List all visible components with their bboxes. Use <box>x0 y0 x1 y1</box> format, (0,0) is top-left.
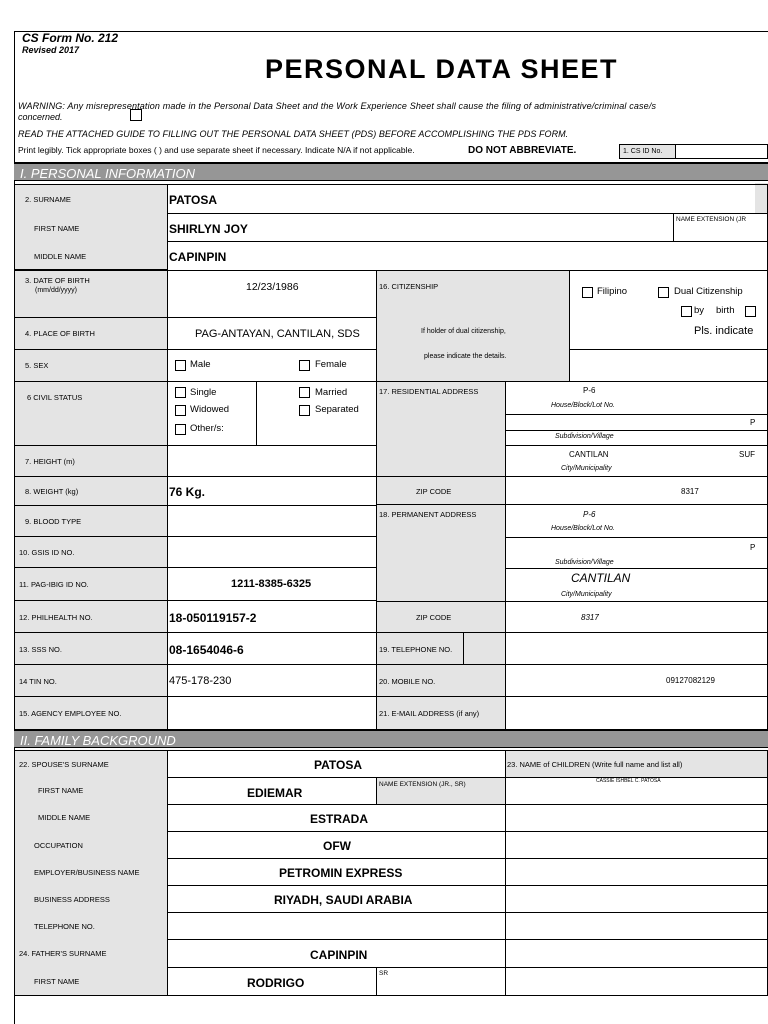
res-line-3 <box>505 445 768 446</box>
spouse-surname-field[interactable] <box>167 750 506 778</box>
mobile-label: 20. MOBILE NO. <box>379 677 436 686</box>
res-city-caption: City/Municipality <box>561 465 612 472</box>
by-birth-checkbox[interactable] <box>681 306 692 317</box>
children-label: 23. NAME of CHILDREN (Write full name and list all) <box>507 760 683 769</box>
child-1-name: CASSIE ISHBEL C. PATOSA <box>596 778 661 784</box>
weight-label: 8. WEIGHT (kg) <box>25 487 79 496</box>
philhealth-value: 18-050119157-2 <box>169 611 257 625</box>
permanent-address-label: 18. PERMANENT ADDRESS <box>379 510 477 519</box>
gsis-field[interactable] <box>167 536 377 568</box>
child-row-6[interactable] <box>505 912 768 940</box>
section-family-background-title: II. FAMILY BACKGROUND <box>20 733 176 748</box>
middle-name-value: CAPINPIN <box>169 250 227 264</box>
mobile-label-cell <box>376 664 506 697</box>
telephone-field[interactable] <box>505 632 768 665</box>
name-extension-field[interactable] <box>673 213 768 242</box>
child-row-8[interactable] <box>505 967 768 996</box>
philhealth-field[interactable] <box>167 600 377 633</box>
dual-note-1: If holder of dual citizenship, <box>421 328 506 335</box>
pagibig-label: 11. PAG-IBIG ID NO. <box>19 580 89 589</box>
female-label: Female <box>315 359 347 370</box>
do-not-abbreviate: DO NOT ABBREVIATE. <box>468 145 577 156</box>
tin-label: 14 TIN NO. <box>19 677 57 686</box>
pls-indicate-label: Pls. indicate <box>694 325 754 337</box>
res-line-1 <box>505 414 768 415</box>
pagibig-label-cell <box>14 567 168 601</box>
top-border <box>14 31 768 32</box>
birth-label: birth <box>716 305 735 316</box>
separated-checkbox[interactable] <box>299 405 310 416</box>
weight-label-cell <box>14 476 168 506</box>
dual-note-2: please indicate the details. <box>424 353 507 360</box>
perm-street-value: P <box>750 543 756 552</box>
employer-field[interactable] <box>167 858 506 886</box>
filipino-checkbox[interactable] <box>582 287 593 298</box>
spouse-middle-name-value: ESTRADA <box>310 812 369 826</box>
sss-label-cell <box>14 632 168 665</box>
gsis-label: 10. GSIS ID NO. <box>19 548 75 557</box>
agency-label-cell <box>14 696 168 730</box>
dual-citizenship-label: Dual Citizenship <box>674 286 743 297</box>
male-checkbox[interactable] <box>175 360 186 371</box>
philhealth-label-cell <box>14 600 168 633</box>
dual-citizenship-details-field[interactable] <box>569 349 768 382</box>
perm-city-value: CANTILAN <box>571 571 631 585</box>
gsis-label-cell <box>14 536 168 568</box>
res-province-value: SUF <box>739 450 755 459</box>
by-naturalization-checkbox[interactable] <box>745 306 756 317</box>
spouse-surname-label: 22. SPOUSE'S SURNAME <box>19 760 109 769</box>
surname-field[interactable] <box>167 184 768 214</box>
philhealth-label: 12. PHILHEALTH NO. <box>19 613 93 622</box>
res-house-value: P-6 <box>583 386 596 395</box>
father-first-name-label: FIRST NAME <box>34 977 80 986</box>
warning-checkbox[interactable] <box>130 109 142 121</box>
blood-type-field[interactable] <box>167 505 377 537</box>
res-house-caption: House/Block/Lot No. <box>551 402 615 409</box>
sss-field[interactable] <box>167 632 377 665</box>
civil-status-mask <box>168 381 258 382</box>
agency-label: 15. AGENCY EMPLOYEE NO. <box>19 709 122 718</box>
citizenship-label: 16. CITIZENSHIP <box>379 282 439 291</box>
tin-field[interactable] <box>167 664 377 697</box>
cs-id-label-cell <box>619 144 676 159</box>
civil-status-label-cell <box>14 381 168 446</box>
res-zip-value: 8317 <box>681 487 699 496</box>
father-surname-label: 24. FATHER'S SURNAME <box>19 949 107 958</box>
mobile-field[interactable] <box>505 664 768 697</box>
female-checkbox[interactable] <box>299 360 310 371</box>
spouse-middle-name-field[interactable] <box>167 804 506 832</box>
by-label: by <box>694 305 705 316</box>
dob-format-label: (mm/dd/yyyy) <box>35 287 77 294</box>
tin-value: 475-178-230 <box>169 675 232 687</box>
male-label: Male <box>190 359 211 370</box>
citizenship-label-cell <box>376 270 570 382</box>
widowed-checkbox[interactable] <box>175 405 186 416</box>
cs-id-field[interactable] <box>675 144 768 159</box>
child-row-4[interactable] <box>505 858 768 886</box>
telephone-divider <box>463 632 464 665</box>
father-surname-field[interactable] <box>167 939 506 968</box>
child-row-5[interactable] <box>505 885 768 913</box>
surname-value: PATOSA <box>169 193 218 207</box>
res-line-4 <box>505 476 768 477</box>
pob-label-cell <box>14 317 168 350</box>
spouse-name-ext-field[interactable] <box>376 777 506 805</box>
sex-label-cell <box>14 349 168 382</box>
business-address-value: RIYADH, SAUDI ARABIA <box>274 893 413 907</box>
perm-line-3 <box>505 601 768 602</box>
citizenship-field <box>569 270 768 350</box>
first-name-label: FIRST NAME <box>34 224 80 233</box>
perm-house-value: P-6 <box>583 510 596 519</box>
sex-label: 5. SEX <box>25 361 49 370</box>
father-surname-value: CAPINPIN <box>310 948 368 962</box>
children-label-cell <box>505 750 768 778</box>
pob-field[interactable] <box>167 317 377 350</box>
dob-value: 12/23/1986 <box>246 281 299 293</box>
mobile-value: 09127082129 <box>666 676 715 685</box>
others-checkbox[interactable] <box>175 424 186 435</box>
agency-field[interactable] <box>167 696 377 730</box>
section-family-background-header <box>14 729 768 748</box>
single-checkbox[interactable] <box>175 387 186 398</box>
business-address-field[interactable] <box>167 885 506 913</box>
father-name-ext-field[interactable] <box>376 967 506 996</box>
perm-line-2 <box>505 568 768 569</box>
permanent-address-label-cell <box>376 504 506 633</box>
father-first-name-value: RODRIGO <box>247 976 305 990</box>
residential-address-label-cell <box>376 381 506 505</box>
section-personal-info-header <box>14 162 768 181</box>
father-name-ext-value: SR <box>379 970 389 977</box>
read-guide-note: READ THE ATTACHED GUIDE TO FILLING OUT THE PERSONAL DATA SHEET (PDS) BEFORE ACCOMPLISHING THE PDS FORM. <box>18 129 569 139</box>
spouse-first-name-value: EDIEMAR <box>247 786 303 800</box>
perm-line-1 <box>505 537 768 538</box>
res-street-value: P <box>750 418 756 427</box>
section-personal-info-title: I. PERSONAL INFORMATION <box>20 166 196 181</box>
pob-value: PAG-ANTAYAN, CANTILAN, SDS <box>195 328 360 340</box>
child-row-2[interactable] <box>505 804 768 832</box>
email-field[interactable] <box>505 696 768 730</box>
weight-value: 76 Kg. <box>169 485 206 499</box>
spouse-first-name-field[interactable] <box>167 777 377 805</box>
occupation-field[interactable] <box>167 831 506 859</box>
spouse-telephone-label: TELEPHONE NO. <box>34 922 95 931</box>
cs-id-label: 1. CS ID No. <box>623 148 663 155</box>
occupation-label: OCCUPATION <box>34 841 83 850</box>
perm-subd-caption: Subdivision/Village <box>555 559 614 566</box>
revised-date: Revised 2017 <box>22 45 80 55</box>
sss-label: 13. SSS NO. <box>19 645 62 654</box>
height-label: 7. HEIGHT (m) <box>25 457 75 466</box>
form-number: CS Form No. 212 <box>22 31 119 45</box>
civil-status-divider <box>256 382 257 445</box>
spouse-first-name-label: FIRST NAME <box>38 786 84 795</box>
pagibig-field[interactable] <box>167 567 377 601</box>
sss-value: 08-1654046-6 <box>169 643 244 657</box>
first-name-value: SHIRLYN JOY <box>169 222 248 236</box>
residential-address-field[interactable] <box>505 381 768 505</box>
single-label: Single <box>190 387 217 398</box>
employer-value: PETROMIN EXPRESS <box>279 866 403 880</box>
warning-text: WARNING: Any misrepresentation made in the Personal Data Sheet and the Work Experience Sheet shall cause the filing of administrative/criminal case/s <box>18 101 657 111</box>
weight-field[interactable] <box>167 476 377 506</box>
separated-label: Separated <box>315 404 359 415</box>
sex-field <box>167 349 377 382</box>
employer-label: EMPLOYER/BUSINESS NAME <box>34 868 140 877</box>
civil-status-field <box>167 381 377 446</box>
business-address-label: BUSINESS ADDRESS <box>34 895 110 904</box>
perm-zip-divider <box>376 601 506 602</box>
spouse-name-ext-label: NAME EXTENSION (JR., SR) <box>379 781 466 788</box>
dob-label-cell <box>14 270 168 318</box>
height-field[interactable] <box>167 445 377 477</box>
tin-label-cell <box>14 664 168 697</box>
spouse-surname-value: PATOSA <box>314 758 363 772</box>
occupation-value: OFW <box>323 839 351 853</box>
others-label: Other/s: <box>190 423 224 434</box>
middle-name-field[interactable] <box>167 241 768 271</box>
res-line-2 <box>505 430 768 431</box>
page-title: PERSONAL DATA SHEET <box>265 54 619 84</box>
perm-house-caption: House/Block/Lot No. <box>551 525 615 532</box>
email-label: 21. E-MAIL ADDRESS (if any) <box>379 709 480 718</box>
child-row-1[interactable] <box>505 777 768 805</box>
perm-zip-value: 8317 <box>581 613 599 622</box>
widowed-label: Widowed <box>190 404 230 415</box>
spouse-telephone-field[interactable] <box>167 912 506 940</box>
civil-status-label: 6 CIVIL STATUS <box>27 393 83 402</box>
name-ext-label: NAME EXTENSION (JR <box>676 216 747 223</box>
married-checkbox[interactable] <box>299 387 310 398</box>
perm-zip-label: ZIP CODE <box>416 613 452 622</box>
father-first-name-field[interactable] <box>167 967 377 996</box>
blood-type-label-cell <box>14 505 168 537</box>
middle-name-label: MIDDLE NAME <box>34 252 87 261</box>
married-label: Married <box>315 387 348 398</box>
filipino-label: Filipino <box>597 286 628 297</box>
res-city-value: CANTILAN <box>569 450 609 459</box>
warning-text-cont: concerned. <box>18 112 63 122</box>
dob-field[interactable] <box>167 270 377 318</box>
residential-address-label: 17. RESIDENTIAL ADDRESS <box>379 387 479 396</box>
height-label-cell <box>14 445 168 477</box>
dual-citizenship-checkbox[interactable] <box>658 287 669 298</box>
res-subd-caption: Subdivision/Village <box>555 433 614 440</box>
telephone-label-cell <box>376 632 506 665</box>
blood-type-label: 9. BLOOD TYPE <box>25 517 82 526</box>
telephone-label: 19. TELEPHONE NO. <box>379 645 453 654</box>
perm-city-caption: City/Municipality <box>561 591 612 598</box>
print-note: Print legibly. Tick appropriate boxes ( ) and use separate sheet if necessary. Indicate N/A if not applicable. <box>18 145 415 155</box>
spouse-middle-name-label: MIDDLE NAME <box>38 813 91 822</box>
child-row-7[interactable] <box>505 939 768 968</box>
dob-label: 3. DATE OF BIRTH <box>25 276 90 285</box>
first-name-field[interactable] <box>167 213 674 242</box>
child-row-3[interactable] <box>505 831 768 859</box>
pob-label: 4. PLACE OF BIRTH <box>25 329 95 338</box>
surname-label: 2. SURNAME <box>25 195 71 204</box>
res-zip-divider <box>376 476 506 477</box>
email-label-cell <box>376 696 506 730</box>
res-zip-label: ZIP CODE <box>416 487 452 496</box>
pagibig-value: 1211-8385-6325 <box>231 578 312 590</box>
